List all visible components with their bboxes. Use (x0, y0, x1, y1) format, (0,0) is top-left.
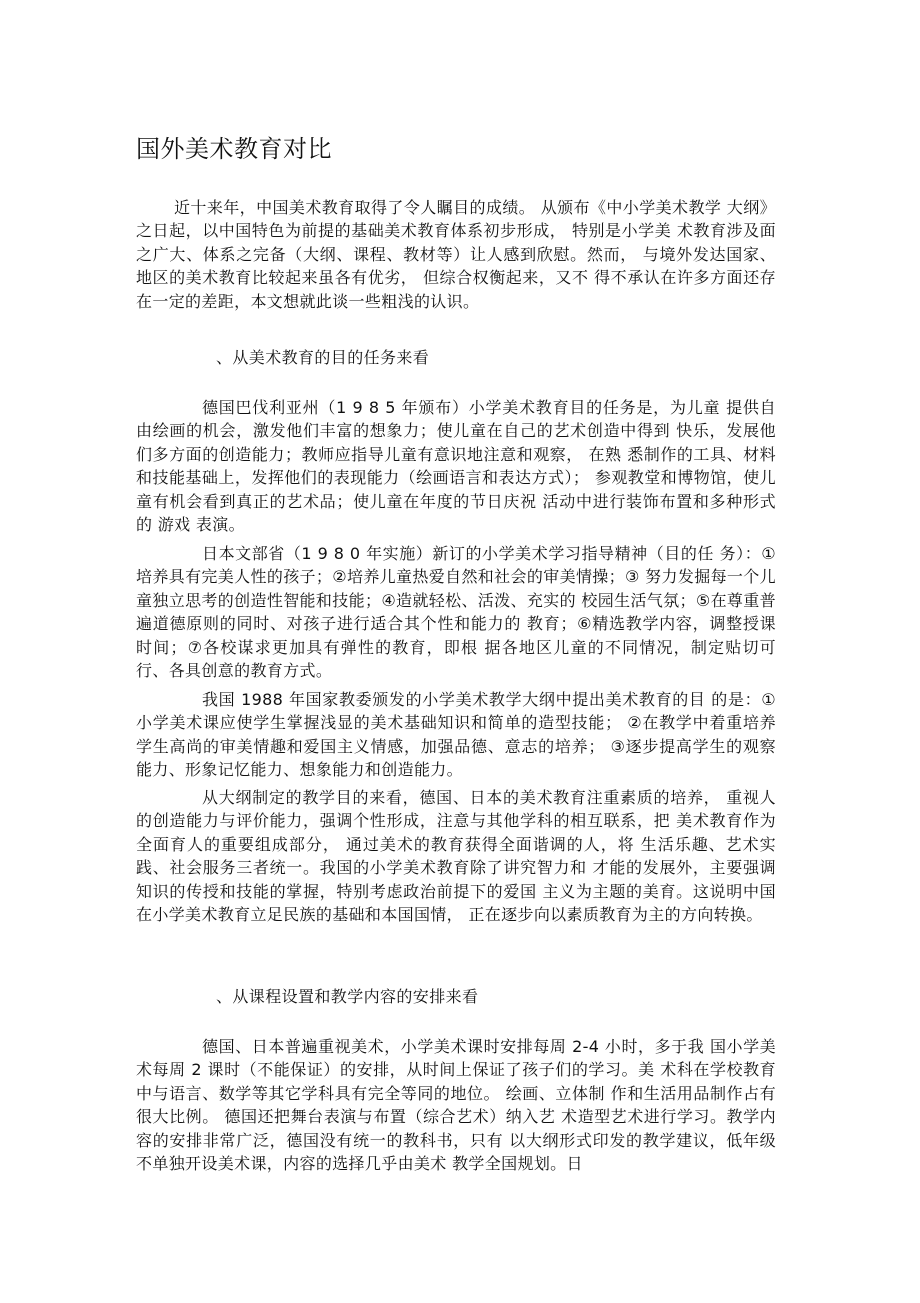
goals-summary-paragraph: 从大纲制定的教学目的来看，德国、日本的美术教育注重素质的培养， 重视人的创造能力与评价能力，强调个性形成，注意与其他学科的相互联系，把 美术教育作为全面育人的重要组成部分， 通过美术的教育获得全面谐调的人，将 生活乐趣、艺术实践、社会服务三者统一。我国的小学美术教育除了讲究智力和 才能的发展外，主要强调知识的传授和技能的掌握，特别考虑政治前提下的爱国 主义为主题的美育。这说明中国在小学美术教育立足民族的基础和本国国情， 正在逐步向以素质教育为主的方向转换。 (136, 788, 776, 925)
japan-goals-paragraph: 日本文部省（1 9 8 0 年实施）新订的小学美术学习指导精神（目的任 务）：①培养具有完美人性的孩子；②培养儿童热爱自然和社会的审美情操；③ 努力发掘每一个儿童独立思考的创造性智能和技能；④造就轻松、活泼、充实的 校园生活气氛；⑤在尊重普遍道德原则的同时、对孩子进行适合其个性和能力的 教育；⑥精选教学内容，调整授课时间；⑦各校谋求更加具有弹性的教育，即根 据各地区儿童的不同情况，制定贴切可行、各具创意的教育方式。 (136, 544, 776, 681)
germany-goals-paragraph: 德国巴伐利亚州（1 9 8 5 年颁布）小学美术教育目的任务是，为儿童 提供自由绘画的机会，激发他们丰富的想象力；使儿童在自己的艺术创造中得到 快乐，发展他们多方面的创造能力；教师应指导儿童有意识地注意和观察， 在熟 悉制作的工具、材料和技能基础上，发挥他们的表现能力（绘画语言和表达方式）； 参观教堂和博物馆，使儿童有机会看到真正的艺术品；使儿童在年度的节日庆祝 活动中进行装饰布置和多种形式的 游戏 表演。 (136, 398, 776, 535)
intro-paragraph: 近十来年，中国美术教育取得了令人瞩目的成绩。 从颁布《中小学美术教学 大纲》之日起，以中国特色为前提的基础美术教育体系初步形成， 特别是小学美 术教育涉及面之广大、体系之完备（大纲、课程、教材等）让人感到欣慰。然而， 与境外发达国家、地区的美术教育比较起来虽各有优劣， 但综合权衡起来，又不 得不承认在许多方面还存在一定的差距，本文想就此谈一些粗浅的认识。 (136, 198, 776, 311)
china-goals-paragraph: 我国 1988 年国家教委颁发的小学美术教学大纲中提出美术教育的目 的是：①小学美术课应使学生掌握浅显的美术基础知识和简单的造型技能； ②在教学中着重培养学生高尚的审美情趣和爱国主义情感，加强品德、意志的培养； ③逐步提高学生的观察能力、形象记忆能力、想象能力和创造能力。 (136, 690, 776, 780)
section-heading-curriculum: 、从课程设置和教学内容的安排来看 (216, 987, 479, 1006)
document-title: 国外美术教育对比 (136, 135, 332, 163)
section-heading-goals: 、从美术教育的目的任务来看 (216, 348, 430, 367)
curriculum-paragraph: 德国、日本普遍重视美术，小学美术课时安排每周 2-4 小时，多于我 国小学美术每周 2 课时（不能保证）的安排，从时间上保证了孩子们的学习。美 术科在学校教育中与语言、数学等其它学科具有完全等同的地位。 绘画、立体制 作和生活用品制作占有很大比例。 德国还把舞台表演与布置（综合艺术）纳入艺 术造型艺术进行学习。教学内容的安排非常广泛，德国没有统一的教科书，只有 以大纲形式印发的教学建议，低年级不单独开设美术课，内容的选择几乎由美术 教学全国规划。日 (136, 1037, 776, 1174)
